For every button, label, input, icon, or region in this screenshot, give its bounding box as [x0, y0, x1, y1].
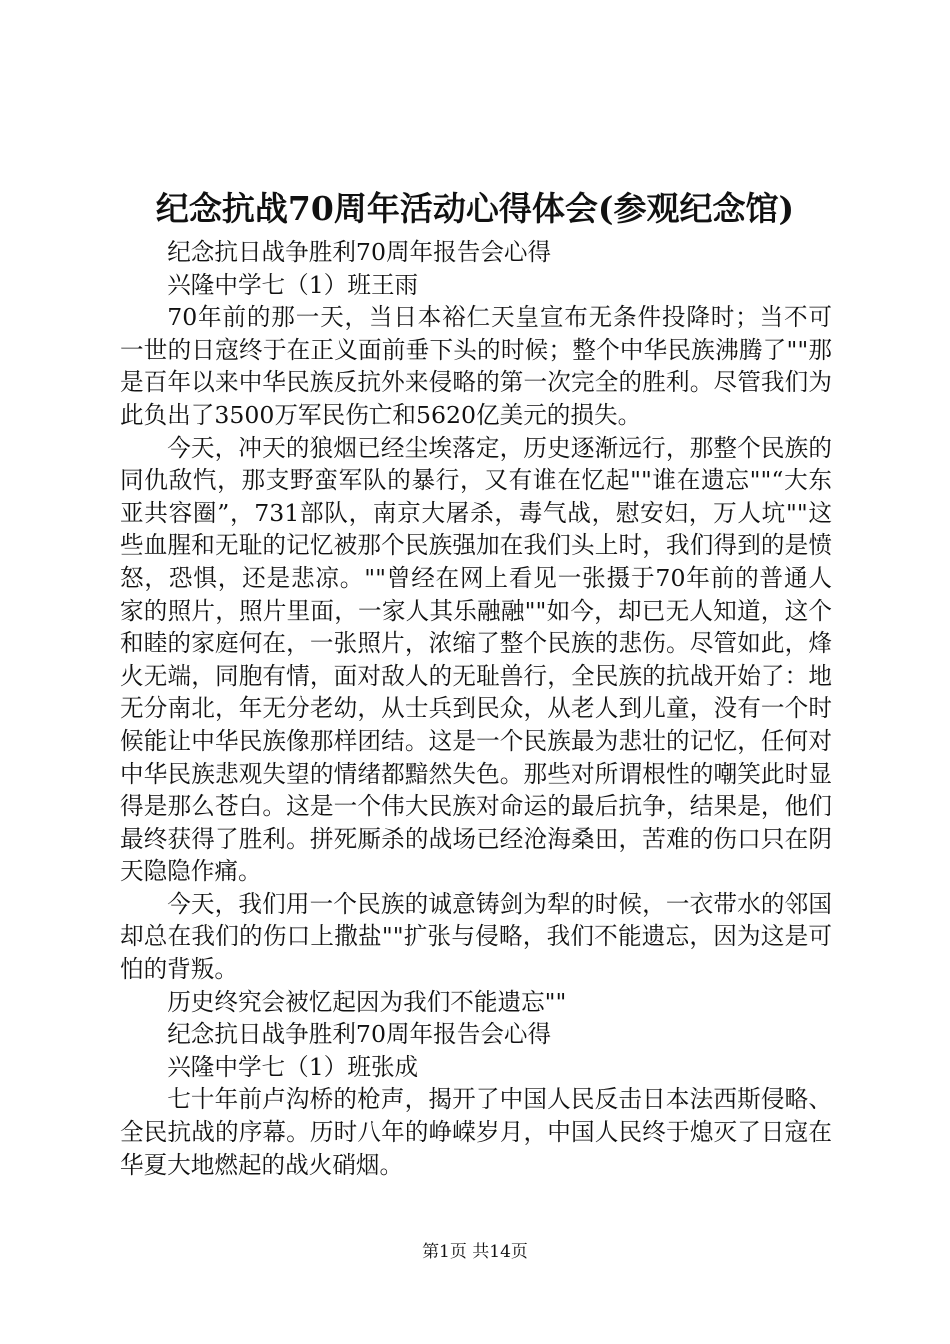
paragraph: 历史终究会被忆起因为我们不能遗忘"" [167, 987, 567, 1016]
paragraph-subtitle-2: 纪念抗日战争胜利70周年报告会心得 [167, 1020, 552, 1049]
paragraph-subtitle-1: 纪念抗日战争胜利70周年报告会心得 [167, 238, 552, 266]
paragraph: 70年前的那一天，当日本裕仁天皇宣布无条件投降时；当不可一世的日寇终于在正义面前垂下头的时候；整个中华民族沸腾了""那是百年以来中华民族反抗外来侵略的第一次完全的胜利。尽管我们为此负出了3500万军民伤亡和5620亿美元的损失。 [120, 303, 832, 429]
paragraph: 今天，冲天的狼烟已经尘埃落定，历史逐渐远行，那整个民族的同仇敌忾，那支野蛮军队的暴行，又有谁在忆起""谁在遗忘""“大东亚共容圈”，731部队，南京大屠杀，毒气战，慰安妇，万人坑""这些血腥和无耻的记忆被那个民族强加在我们头上时，我们得到的是愤怒，恐惧，还是悲凉。""曾经在网上看见一张摄于70年前的普通人家的照片，照片里面，一家人其乐融融""如今，却已无人知道，这个和睦的家庭何在，一张照片，浓缩了整个民族的悲伤。尽管如此，烽火无端，同胞有情，面对敌人的无耻兽行，全民族的抗战开始了：地无分南北，年无分老幼，从士兵到民众，从老人到儿童，没有一个时候能让中华民族像那样团结。这是一个民族最为悲壮的记忆，任何对中华民族悲观失望的情绪都黯然失色。那些对所谓根性的嘲笑此时显得是那么苍白。这是一个伟大民族对命运的最后抗争，结果是，他们最终获得了胜利。拼死厮杀的战场已经沧海桑田，苦难的伤口只在阴天隐隐作痛。 [120, 433, 832, 886]
paragraph: 今天，我们用一个民族的诚意铸剑为犁的时候，一衣带水的邻国却总在我们的伤口上撒盐""扩张与侵略，我们不能遗忘，因为这是可怕的背叛。 [120, 889, 832, 984]
document-title: 纪念抗战70周年活动心得体会(参观纪念馆) [155, 189, 795, 228]
document-body [120, 236, 832, 1181]
paragraph-author-1: 兴隆中学七（1）班王雨 [167, 270, 419, 299]
page-number-footer: 第1页 共14页 [422, 1242, 528, 1262]
paragraph-author-2: 兴隆中学七（1）班张成 [167, 1052, 419, 1081]
paragraph: 七十年前卢沟桥的枪声，揭开了中国人民反击日本法西斯侵略、全民抗战的序幕。历时八年的峥嵘岁月，中国人民终于熄灭了日寇在华夏大地燃起的战火硝烟。 [120, 1085, 832, 1179]
